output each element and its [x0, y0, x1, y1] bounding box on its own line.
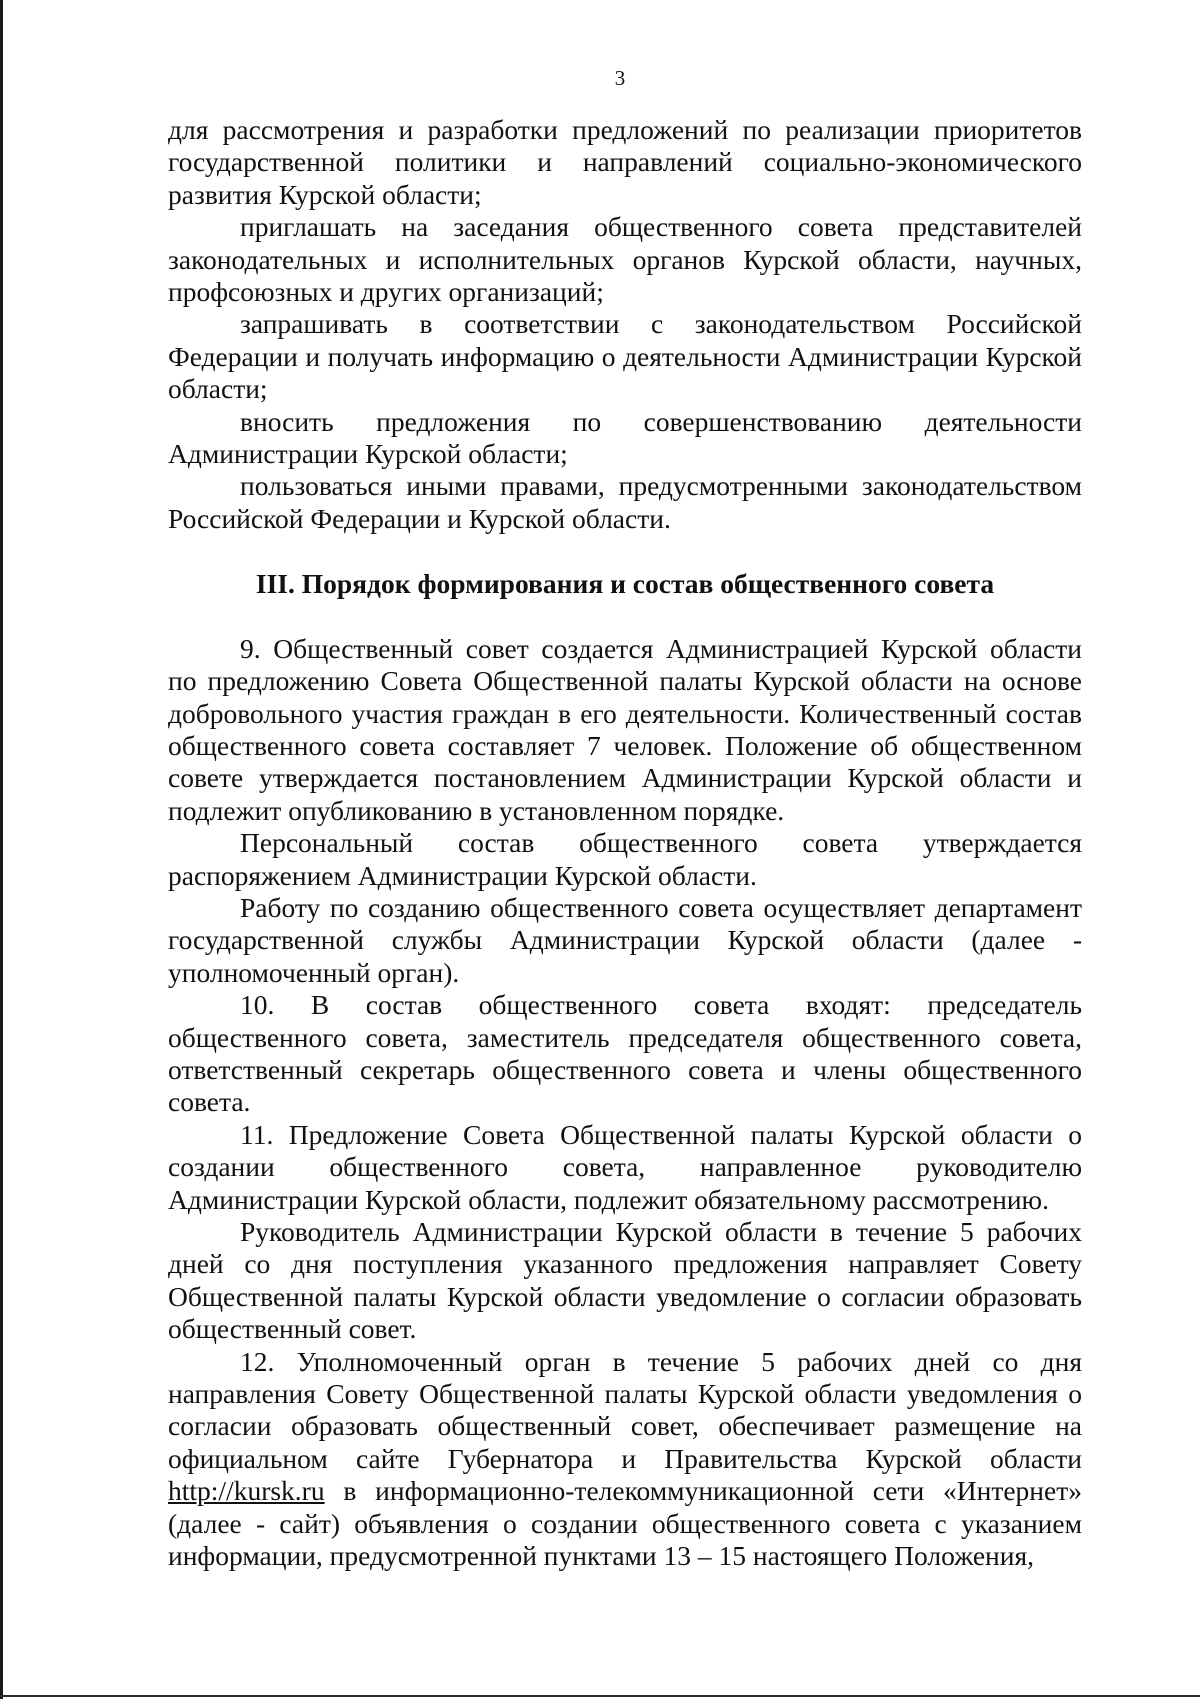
paragraph-continuation: для рассмотрения и разработки предложений по реализации приоритетов государственной политики и направлений социально-экономического развития Курской области;	[168, 114, 1082, 210]
paragraph-personal-composition: Персональный состав общественного совета утверждается распоряжением Администрации Курской области.	[168, 827, 1082, 891]
item-12-text-end: в информационно-телекоммуникационной сети «Интернет» (далее - сайт) объявления о создании общественного совета с указанием информации, предусмотренной пунктами 13 – 15 настоящего Положения,	[168, 1475, 1083, 1572]
paragraph-item-9: 9. Общественный совет создается Администрацией Курской области по предложению Совета Общественной палаты Курской области на основе добровольного участия граждан в его деятельности. Количественный состав общественного совета составляет 7 человек. Положение об общественном совете утверждается постановлением Администрации Курской области и подлежит опубликованию в установленном порядке.	[168, 632, 1082, 826]
scan-edge-bottom	[0, 1695, 1200, 1697]
paragraph-item-12	[168, 1346, 1082, 1573]
paragraph-head-notice: Руководитель Администрации Курской области в течение 5 рабочих дней со дня поступления указанного предложения направляет Совету Общественной палаты Курской области уведомление о согласии образовать общественный совет.	[168, 1216, 1082, 1345]
item-12-text-start: 12. Уполномоченный орган в течение 5 рабочих дней со дня направления Совету Общественной палаты Курской области уведомления о согласии образовать общественный совет, обеспечивает размещение на официальном сайте Губернатора и Правительства Курской области	[168, 1345, 1082, 1474]
paragraph-item-11: 11. Предложение Совета Общественной палаты Курской области о создании общественного совета, направленное руководителю Администрации Курской области, подлежит обязательному рассмотрению.	[168, 1118, 1082, 1215]
paragraph-other-rights: пользоваться иными правами, предусмотренными законодательством Российской Федерации и Курской области.	[168, 470, 1082, 534]
paragraph-proposals: вносить предложения по совершенствованию деятельности Администрации Курской области;	[168, 405, 1082, 470]
kursk-site-link[interactable]: http://kursk.ru	[168, 1475, 325, 1507]
section-heading: III. Порядок формирования и состав общественного совета	[255, 568, 995, 600]
paragraph-request-info: запрашивать в соответствии с законодательством Российской Федерации и получать информацию о деятельности Администрации Курской области;	[168, 308, 1082, 405]
paragraph-item-10: 10. В состав общественного совета входят: председатель общественного совета, заместитель председателя общественного совета, ответственный секретарь общественного совета и члены общественного совета.	[168, 989, 1082, 1118]
scan-edge-left	[0, 0, 3, 1699]
paragraph-invite: приглашать на заседания общественного совета представителей законодательных и исполнительных органов Курской области, научных, профсоюзных и других организаций;	[168, 211, 1082, 308]
paragraph-authorized-body: Работу по созданию общественного совета осуществляет департамент государственной службы Администрации Курской области (далее - уполномоченный орган).	[168, 891, 1082, 988]
page-number: 3	[614, 66, 626, 90]
document-body	[168, 114, 1082, 1572]
